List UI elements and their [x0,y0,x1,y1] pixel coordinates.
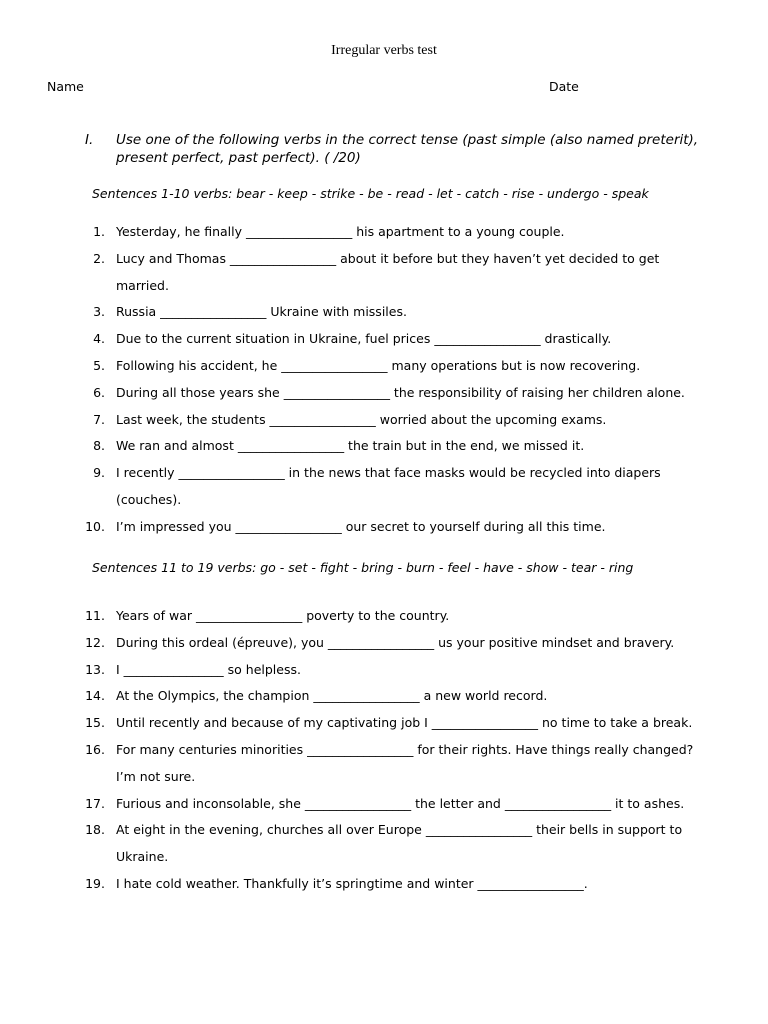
sentence-number: 6. [93,384,105,400]
sentence-list-2 [0,603,768,898]
sentence-text: At eight in the evening, churches all over Europe _________________ their bells in support to Ukraine. [116,822,683,865]
sentence-text: Following his accident, he _________________ many operations but is now recovering. [116,357,641,373]
sentence-text: Russia _________________ Ukraine with missiles. [116,304,407,320]
sentence-list-1 [0,219,768,541]
sentence-number: 4. [93,331,105,347]
section-number: I. [85,132,94,148]
sentence-text: We ran and almost _________________ the train but in the end, we missed it. [116,438,585,454]
sentence-text: I recently _________________ in the news that face masks would be recycled into diapers (couches). [116,465,661,507]
sentence-text: At the Olympics, the champion _________________ a new world record. [116,688,548,704]
sentence-text: During all those years she _________________ the responsibility of raising her children alone. [116,384,685,400]
sentence-item [0,603,716,630]
sentence-number: 13. [85,661,105,677]
sentence-item [0,299,716,326]
sentence-number: 1. [93,224,105,239]
sentence-number: 10. [85,518,105,534]
sentence-item [0,817,716,871]
sentence-text: For many centuries minorities _________________ for their rights. Have things really changed? I’m not sure. [116,741,694,784]
sentence-number: 19. [85,875,105,891]
sentence-text: Lucy and Thomas _________________ about it before but they haven’t yet decided to get married. [116,250,660,293]
sentence-text: During this ordeal (épreuve), you _________________ us your positive mindset and bravery. [116,634,675,650]
sentence-text: Yesterday, he finally _________________ his apartment to a young couple. [116,224,565,239]
sentence-text: Until recently and because of my captivating job I _________________ no time to take a break. [116,715,693,731]
sentence-item [0,710,716,737]
sentence-item [0,380,716,407]
document-title: Irregular verbs test [331,43,437,58]
sentence-item [0,246,716,300]
name-label: Name [47,79,84,94]
sentence-number: 12. [85,634,105,650]
sentence-number: 9. [93,465,105,481]
sentence-number: 16. [85,741,105,757]
verb-list-2: Sentences 11 to 19 verbs: go - set - fight - bring - burn - feel - have - show - tear - ring [92,560,634,575]
sentence-text: I ________________ so helpless. [116,661,301,677]
sentence-number: 8. [93,438,105,454]
sentence-item [0,871,716,898]
sentence-item [0,683,716,710]
date-label: Date [549,79,579,94]
sentence-text: I hate cold weather. Thankfully it’s springtime and winter _________________. [116,875,588,891]
sentence-text: Furious and inconsolable, she _________________ the letter and _________________ it to ashes. [116,795,685,811]
section-instructions: Use one of the following verbs in the correct tense (past simple (also named preterit), present perfect, past perfect). ( /20) [116,132,699,166]
sentence-item [0,407,716,434]
sentence-number: 3. [93,304,105,320]
sentence-item [0,737,716,791]
sentence-number: 18. [85,822,105,838]
sentence-item [0,514,716,541]
sentence-item [0,326,716,353]
sentence-number: 5. [93,357,105,373]
sentence-item [0,433,716,460]
sentence-number: 14. [85,688,105,704]
sentence-text: I’m impressed you _________________ our secret to yourself during all this time. [116,518,606,534]
sentence-text: Last week, the students _________________ worried about the upcoming exams. [116,411,607,427]
sentence-item [0,657,716,684]
sentence-item [0,791,716,818]
verb-list-1: Sentences 1-10 verbs: bear - keep - strike - be - read - let - catch - rise - undergo - speak [92,186,649,201]
sentence-number: 7. [93,411,105,427]
sentence-item [0,353,716,380]
sentence-text: Years of war _________________ poverty to the country. [116,608,450,623]
sentence-number: 11. [85,608,105,623]
sentence-item [0,460,716,514]
sentence-item [0,630,716,657]
sentence-number: 15. [85,715,105,731]
sentence-item [0,219,716,246]
sentence-number: 2. [93,250,105,266]
sentence-text: Due to the current situation in Ukraine, fuel prices _________________ drastically. [116,331,612,347]
sentence-number: 17. [85,795,105,811]
